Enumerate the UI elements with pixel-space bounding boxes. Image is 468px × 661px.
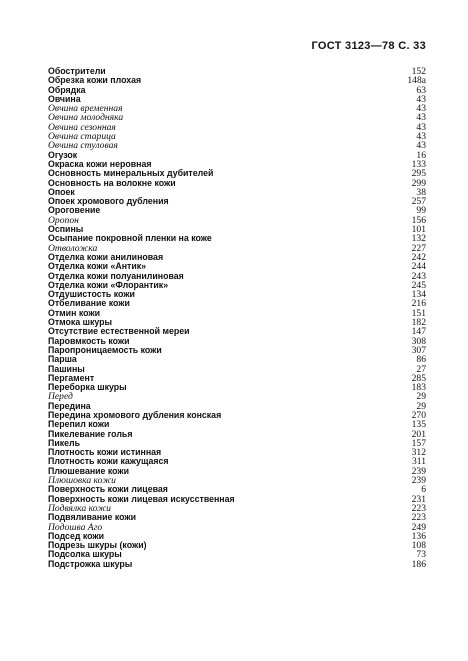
entry-term: Плюшовка кожи	[48, 475, 116, 487]
entry-page-number: 157	[411, 437, 426, 449]
entry-term: Овчина молодняка	[48, 112, 124, 124]
entry-page-number: 244	[411, 261, 426, 273]
entry-page-number: 307	[411, 344, 426, 356]
entry-term: Плотность кожи истинная	[48, 447, 162, 458]
entry-term: Отделка кожи полуанилиновая	[48, 270, 184, 281]
entry-page-number: 6	[421, 484, 426, 496]
entry-term: Подошва Аго	[48, 521, 103, 533]
entry-page-number: 43	[416, 121, 426, 133]
entry-page-number: 223	[411, 502, 426, 514]
entry-page-number: 135	[411, 419, 426, 431]
index-entry	[48, 383, 426, 392]
entry-term: Перед	[48, 391, 73, 403]
entry-term: Основность на волокне кожи	[48, 177, 176, 188]
index-entry	[48, 560, 426, 569]
entry-page-number: 132	[411, 233, 426, 245]
entry-page-number: 43	[416, 140, 426, 152]
entry-term: Подсолка шкуры	[48, 549, 122, 560]
entry-page-number: 285	[411, 372, 426, 384]
entry-term: Паровмкость кожи	[48, 335, 130, 346]
entry-page-number: 227	[411, 242, 426, 254]
entry-page-number: 223	[411, 512, 426, 524]
entry-term: Подвяливание кожи	[48, 512, 137, 523]
index-entry	[48, 141, 426, 150]
index-entry	[48, 346, 426, 355]
index-entry	[48, 216, 426, 225]
entry-page-number: 134	[411, 289, 426, 301]
entry-page-number: 239	[411, 475, 426, 487]
entry-page-number: 249	[411, 521, 426, 533]
entry-term: Отдушистость кожи	[48, 289, 135, 300]
entry-term: Отсутствие естественной мереи	[48, 326, 190, 337]
entry-term: Пикель	[48, 437, 81, 448]
entry-term: Оропон	[48, 214, 79, 226]
entry-term: Поверхность кожи лицевая искусственная	[48, 493, 235, 504]
entry-page-number: 147	[411, 326, 426, 338]
index-entry	[48, 234, 426, 243]
entry-page-number: 133	[411, 158, 426, 170]
entry-term: Овчина старица	[48, 131, 116, 143]
entry-term: Отделка кожи «Флорантик»	[48, 279, 169, 290]
entry-page-number: 108	[411, 540, 426, 552]
entry-term: Осыпание покровной пленки на коже	[48, 233, 212, 244]
entry-page-number: 63	[416, 84, 426, 96]
index-entry	[48, 179, 426, 188]
entry-term: Обрезка кожи плохая	[48, 75, 142, 86]
entry-term: Отделка кожи анилиновая	[48, 251, 164, 262]
entry-term: Подрезь шкуры (кожи)	[48, 540, 147, 551]
entry-page-number: 156	[411, 214, 426, 226]
entry-term: Переборка шкуры	[48, 382, 127, 393]
entry-page-number: 38	[416, 186, 426, 198]
entry-term: Овчина	[48, 93, 81, 104]
term-index	[48, 67, 426, 569]
entry-page-number: 201	[411, 428, 426, 440]
entry-page-number: 270	[411, 409, 426, 421]
index-entry	[48, 392, 426, 401]
entry-term: Отбеливание кожи	[48, 298, 130, 309]
entry-term: Отмин кожи	[48, 307, 101, 318]
entry-page-number: 183	[411, 382, 426, 394]
entry-page-number: 231	[411, 493, 426, 505]
index-entry	[48, 197, 426, 206]
entry-page-number: 27	[416, 363, 426, 375]
entry-page-number: 148а	[407, 75, 426, 87]
entry-term: Подсед кожи	[48, 530, 105, 541]
entry-term: Обрядка	[48, 84, 86, 95]
entry-term: Окраска кожи неровная	[48, 158, 152, 169]
entry-term: Опоек	[48, 186, 75, 197]
entry-term: Передина	[48, 400, 91, 411]
entry-page-number: 182	[411, 317, 426, 329]
entry-term: Плюшевание кожи	[48, 465, 130, 476]
entry-term: Ороговение	[48, 205, 101, 216]
entry-term: Пашины	[48, 363, 85, 374]
entry-term: Обострители	[48, 66, 106, 76]
entry-page-number: 151	[411, 307, 426, 319]
entry-page-number: 43	[416, 112, 426, 124]
entry-term: Опоек хромового дубления	[48, 196, 169, 207]
entry-term: Отделка кожи «Антик»	[48, 261, 147, 272]
entry-page-number: 29	[416, 391, 426, 403]
entry-term: Перепил кожи	[48, 419, 110, 430]
entry-term: Овчина сезонная	[48, 121, 116, 133]
entry-page-number: 99	[416, 205, 426, 217]
entry-page-number: 86	[416, 354, 426, 366]
entry-page-number: 216	[411, 298, 426, 310]
entry-page-number: 299	[411, 177, 426, 189]
index-entry	[48, 76, 426, 85]
index-entry	[48, 430, 426, 439]
entry-term: Передина хромового дубления конская	[48, 409, 222, 420]
entry-page-number: 257	[411, 196, 426, 208]
entry-page-number: 16	[416, 149, 426, 161]
entry-page-number: 311	[411, 456, 426, 468]
index-entry	[48, 86, 426, 95]
index-entry	[48, 523, 426, 532]
entry-term: Овчина временная	[48, 103, 123, 115]
entry-page-number: 308	[411, 335, 426, 347]
entry-term: Пергамент	[48, 372, 95, 383]
entry-term: Пикелевание голья	[48, 428, 133, 439]
entry-term: Основность минеральных дубителей	[48, 168, 214, 179]
entry-page-number: 245	[411, 279, 426, 291]
running-header: ГОСТ 3123—78 С. 33	[311, 40, 426, 52]
entry-term: Поверхность кожи лицевая	[48, 484, 168, 495]
entry-page-number: 73	[416, 549, 426, 561]
entry-page-number: 29	[416, 400, 426, 412]
entry-term: Отволожка	[48, 242, 98, 254]
entry-term: Огузок	[48, 149, 78, 160]
entry-page-number: 43	[416, 103, 426, 115]
entry-term: Отмока шкуры	[48, 317, 113, 328]
entry-page-number: 136	[411, 530, 426, 542]
entry-term: Паропроницаемость кожи	[48, 344, 162, 355]
entry-term: Парша	[48, 354, 77, 365]
index-entry	[48, 299, 426, 308]
entry-term: Подвялка кожи	[48, 502, 111, 514]
entry-page-number: 43	[416, 131, 426, 143]
entry-page-number: 152	[411, 66, 426, 77]
entry-page-number: 43	[416, 93, 426, 105]
entry-term: Овчина стуловая	[48, 140, 118, 152]
index-entry	[48, 206, 426, 215]
entry-page-number: 243	[411, 270, 426, 282]
index-entry	[48, 355, 426, 364]
entry-term: Оспины	[48, 224, 84, 235]
index-entry	[48, 365, 426, 374]
entry-page-number: 312	[411, 447, 426, 459]
entry-term: Подстрожка шкуры	[48, 558, 133, 569]
entry-page-number: 239	[411, 465, 426, 477]
entry-page-number: 186	[411, 558, 426, 570]
entry-term: Плотность кожи кажущаяся	[48, 456, 169, 467]
entry-page-number: 101	[411, 224, 426, 236]
index-entry	[48, 513, 426, 522]
entry-page-number: 295	[411, 168, 426, 180]
entry-page-number: 242	[411, 251, 426, 263]
